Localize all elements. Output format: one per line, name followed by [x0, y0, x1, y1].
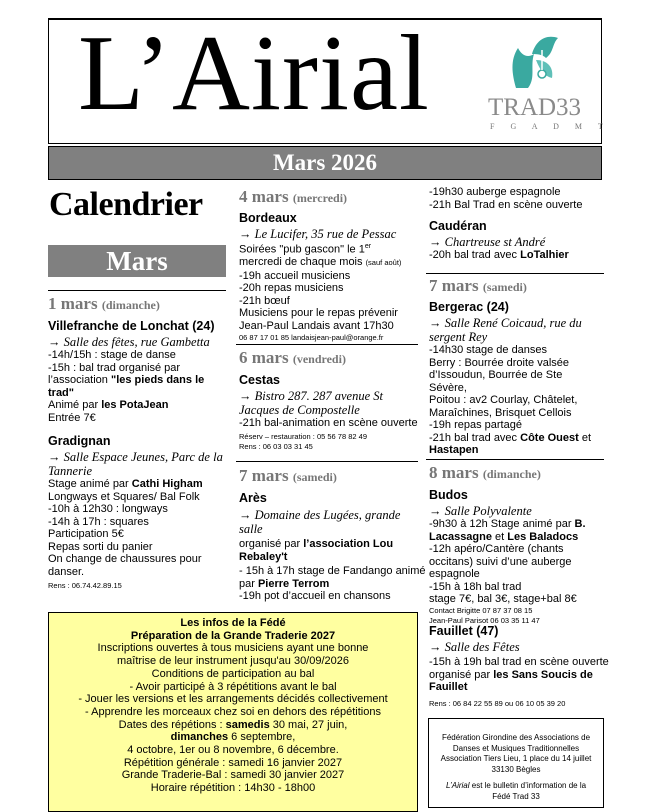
event-line: -19h30 auberge espagnole — [429, 186, 561, 198]
event-line: Maraîchines, Brisquet Cellois — [429, 406, 572, 419]
event-location: → Le Lucifer, 35 rue de Pessac — [239, 227, 397, 241]
event-city: Caudéran — [429, 219, 487, 233]
event-city: Gradignan — [48, 434, 111, 448]
divider — [48, 290, 226, 291]
event-line: -14h à 17h : squares — [48, 515, 149, 528]
trad33-logo-icon — [506, 30, 562, 92]
event-line: -10h à 12h30 : longways — [48, 503, 168, 515]
event-line: -15h : bal trad organisé par — [48, 361, 181, 374]
event-city: Bergerac (24) — [429, 300, 509, 314]
federation-line: Fédération Girondine des Associations de — [441, 733, 591, 742]
event-location: → Salle des fêtes, rue Gambetta — [48, 335, 210, 349]
logo-name: TRAD33 — [488, 94, 582, 121]
event-bergerac — [429, 300, 605, 457]
date-heading: 7 mars (samedi) — [429, 276, 527, 295]
event-contact: Rens : 06 03 03 31 45 — [239, 441, 313, 451]
event-contact: Réserv – restauration : 05 56 78 82 49 — [239, 431, 367, 441]
event-contact: 06 87 17 01 85 landaisjean-paul@orange.fr — [239, 333, 384, 343]
event-ares — [239, 491, 426, 603]
event-line: Repas sorti du panier — [48, 540, 153, 553]
event-line: Jean-Paul Landais avant 17h30 — [239, 319, 394, 332]
event-location: → Bistro 287. 287 avenue St Jacques de Compostelle — [239, 389, 383, 417]
divider — [236, 461, 418, 462]
event-city: Villefranche de Lonchat (24) — [48, 319, 215, 333]
event-line: d’Issoudun, Bourrée de Ste — [429, 369, 563, 381]
info-line: dimanches 6 septembre, — [170, 731, 296, 744]
event-line: On change de chaussures pour danser. — [48, 553, 202, 578]
date-heading: 1 mars (dimanche) — [48, 294, 160, 313]
event-city: Cestas — [239, 373, 280, 387]
event-line: -20h repas musiciens — [239, 282, 344, 295]
info-line: Conditions de participation au bal — [151, 667, 315, 680]
info-subtitle: Préparation de la Grande Traderie 2027 — [130, 629, 336, 642]
date-heading: 7 mars (samedi) — [239, 466, 337, 485]
event-line: Longways et Squares/ Bal Folk — [48, 490, 200, 503]
event-line: -20h bal trad avec LoTalhier — [429, 249, 569, 261]
date-heading: 6 mars (vendredi) — [239, 348, 346, 367]
newsletter-title: L’Airial — [78, 14, 430, 133]
event-cauderan — [429, 219, 605, 262]
event-contact: Rens : 06.74.42.89.15 — [48, 581, 122, 590]
event-line: -14h30 stage de danses — [429, 344, 548, 356]
event-cestas — [239, 373, 421, 452]
event-villefranche — [48, 319, 228, 424]
info-line: Inscriptions ouvertes à tous musiciens ayant une bonne — [97, 642, 369, 655]
event-line: espagnole — [429, 568, 480, 580]
federation-line: L’Airial est le bulletin d’information de la — [445, 781, 587, 790]
event-line: Animé par les PotaJean — [48, 399, 169, 411]
event-line: -15h à 19h bal trad en scène ouverte — [429, 656, 609, 668]
event-location: → Chartreuse st André — [429, 235, 546, 249]
event-line: -19h pot d’accueil en chansons — [239, 590, 391, 602]
event-city: Bordeaux — [239, 211, 297, 225]
info-line: - Jouer les versions et les arrangements décidés collectivement — [78, 693, 388, 706]
event-ares-continued — [429, 186, 605, 211]
divider — [236, 344, 418, 345]
federation-line: Association Tiers Lieu, 1 place du 14 juillet — [440, 754, 592, 763]
event-line: stage 7€, bal 3€, stage+bal 8€ — [429, 593, 577, 605]
event-line: - 15h à 17h stage de Fandango animé — [239, 565, 426, 577]
event-location: → Salle Espace Jeunes, Parc de la Tannerie — [48, 450, 223, 478]
event-line: -9h30 à 12h Stage animé par B. — [429, 518, 586, 530]
event-line: Participation 5€ — [48, 528, 124, 540]
event-city: Fauillet (47) — [429, 624, 499, 638]
event-line: Poitou : av2 Courlay, Châtelet, — [429, 394, 578, 406]
event-city: Arès — [239, 491, 267, 505]
event-location: → Domaine des Lugées, grande salle — [239, 508, 401, 536]
month-label: Mars — [48, 245, 226, 277]
event-line: Lacassagne et Les Baladocs — [429, 530, 579, 543]
event-line: -15h à 18h bal trad — [429, 580, 522, 593]
event-budos — [429, 488, 605, 626]
federation-line: 33130 Bègles — [491, 764, 541, 774]
event-line: Hastapen — [429, 444, 479, 456]
fede-info-box — [48, 612, 418, 812]
federation-box — [428, 718, 604, 808]
event-contact: Rens : 06 84 22 55 89 ou 06 10 05 39 20 — [429, 698, 566, 708]
event-contact: Contact Brigitte 07 87 37 08 15 — [429, 605, 533, 615]
event-line: -21h bal-animation en scène ouverte — [239, 417, 418, 429]
event-gradignan — [48, 434, 228, 591]
event-line: par Pierre Terrom — [239, 577, 330, 590]
event-line: -14h/15h : stage de danse — [48, 349, 176, 361]
info-line: Répétition générale : samedi 16 janvier 2027 — [123, 756, 343, 769]
divider — [426, 273, 604, 274]
date-heading: 8 mars (dimanche) — [429, 463, 541, 482]
info-line: Dates des répétions : samedis 30 mai, 27 juin, — [118, 718, 348, 731]
event-line: Berry : Bourrée droite valsée — [429, 356, 570, 369]
event-line: Stage animé par Cathi Higham — [48, 478, 203, 490]
info-line: - Apprendre les morceaux chez soi en dehors des répétitions — [85, 705, 381, 718]
event-line: l’association "les pieds dans le trad" — [48, 374, 205, 399]
event-line: -21h Bal Trad en scène ouverte — [429, 198, 583, 211]
event-line: -21h bal trad avec Côte Ouest et — [429, 431, 592, 444]
event-line: occitans) suivi d’une auberge — [429, 555, 572, 568]
event-line: mercredi de chaque mois (sauf août) — [239, 256, 402, 269]
info-line: Grande Traderie-Bal : samedi 30 janvier 2027 — [121, 769, 345, 782]
event-line: organisé par les Sans Soucis de — [429, 668, 593, 681]
event-line: -21h bœuf — [239, 294, 290, 307]
month-banner: Mars 2026 — [48, 146, 602, 180]
federation-line: Fédé Trad 33 — [492, 791, 540, 801]
event-line: Sévère, — [429, 381, 467, 394]
event-line: -19h repas partagé — [429, 419, 522, 431]
date-heading: 4 mars (mercredi) — [239, 187, 348, 206]
federation-line: Danses et Musiques Traditionnelles — [452, 743, 580, 753]
info-line: 4 octobre, 1er ou 8 novembre, 6 décembre. — [127, 744, 339, 757]
event-line: organisé par l’association Lou Rebaley't — [239, 538, 394, 563]
event-line: -12h apéro/Cantère (chants — [429, 543, 564, 555]
event-bordeaux — [239, 211, 421, 343]
calendar-heading: Calendrier — [49, 186, 203, 223]
event-line: Musiciens pour le repas prévenir — [239, 307, 398, 320]
event-location: → Salle des Fêtes — [429, 640, 520, 654]
event-line: Fauillet — [429, 681, 468, 693]
info-title: Les infos de la Fédé — [180, 617, 286, 629]
event-line: Soirées "pub gascon" le 1er — [239, 243, 372, 256]
info-line: maîtrise de leur instrument jusqu'au 30/09/2026 — [116, 655, 349, 668]
divider — [426, 459, 604, 460]
info-line: Horaire répétition : 14h30 - 18h00 — [150, 782, 316, 795]
event-city: Budos — [429, 488, 468, 502]
event-fauillet — [429, 624, 609, 709]
event-contact: Jean-Paul Parisot 06 03 35 11 47 — [429, 615, 540, 625]
event-line: -19h accueil musiciens — [239, 269, 351, 282]
logo-subtitle: F G A D M T — [490, 122, 610, 131]
info-line: - Avoir participé à 3 répétitions avant le bal — [129, 680, 337, 693]
event-location: → Salle René Coicaud, rue du sergent Rey — [429, 316, 582, 344]
event-location: → Salle Polyvalente — [429, 504, 532, 518]
event-line: Entrée 7€ — [48, 411, 96, 424]
